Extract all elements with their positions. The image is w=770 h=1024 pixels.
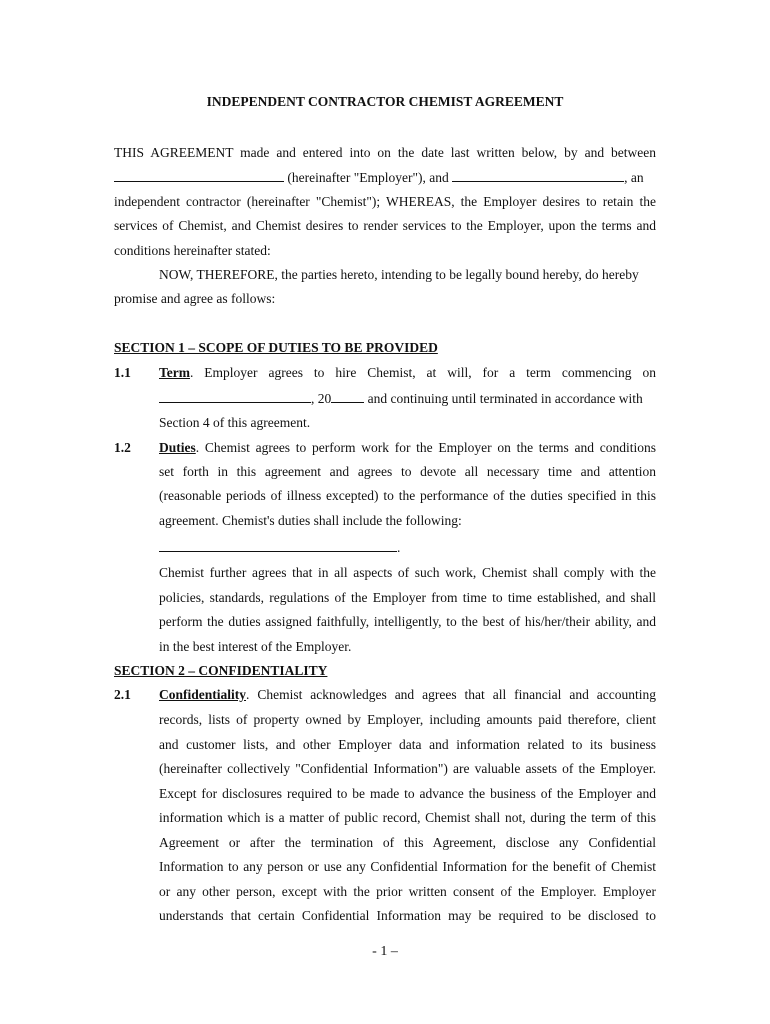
section-1-2-para-line-1: Chemist further agrees that in all aspects of such work, Chemist shall comply with the: [159, 565, 656, 580]
intro-line-4: services of Chemist, and Chemist desires to render services to the Employer, upon the terms and: [114, 218, 656, 233]
commencement-year-blank[interactable]: [331, 390, 364, 403]
intro-line-1: THIS AGREEMENT made and entered into on the date last written below, by and between: [114, 145, 656, 160]
section-2-1-line-6: information which is a matter of public record, Chemist shall not, during the term of this: [159, 810, 656, 825]
intro-line-7: promise and agree as follows:: [114, 291, 276, 306]
confidentiality-label: Confidentiality: [159, 687, 247, 702]
section-2-1-line-3: and customer lists, and other Employer data and information related to its business: [159, 737, 656, 752]
section-2-1-line-10: understands that certain Confidential Information may be required to be disclosed to: [159, 908, 656, 923]
section-2-1-line-5: Except for disclosures required to be made to advance the business of the Employer and: [159, 786, 656, 801]
section-1-2-number: 1.2: [114, 440, 131, 455]
section-2-heading: SECTION 2 – CONFIDENTIALITY: [114, 663, 328, 678]
employer-name-blank[interactable]: [114, 169, 284, 182]
section-2-1-line-8: Information to any person or use any Confidential Information for the benefit of Chemist: [159, 859, 656, 874]
section-1-2-line-4: agreement. Chemist's duties shall include the following:: [159, 513, 462, 528]
section-2-1-line-9: or any other person, except with the prior written consent of the Employer. Employer: [159, 884, 656, 899]
section-2-1-line-7: Agreement or after the termination of this Agreement, disclose any Confidential: [159, 835, 656, 850]
section-2-1-number: 2.1: [114, 687, 131, 702]
duties-label: Duties: [159, 440, 196, 455]
section-1-1-line-2: , 20 and continuing until terminated in accordance with: [159, 390, 656, 407]
section-1-1-line-1: Term . Employer agrees to hire Chemist, at will, for a term commencing on: [159, 365, 656, 380]
section-1-2-line-5: .: [159, 539, 400, 556]
intro-line-6: NOW, THEREFORE, the parties hereto, intending to be legally bound hereby, do hereby: [159, 267, 639, 282]
section-1-2-para-line-3: perform the duties assigned faithfully, intelligently, to the best of his/her/their ability, and: [159, 614, 656, 629]
commencement-date-blank[interactable]: [159, 390, 311, 403]
section-1-2-line-1: Duties . Chemist agrees to perform work for the Employer on the terms and conditions: [159, 440, 656, 455]
section-1-1-line-3: Section 4 of this agreement.: [159, 415, 311, 430]
section-1-2-para-line-2: policies, standards, regulations of the Employer from time to time established, and shall: [159, 590, 656, 605]
intro-line-2: (hereinafter "Employer"), and , an: [114, 169, 656, 186]
section-2-1-line-4: (hereinafter collectively "Confidential Information") are valuable assets of the Employer.: [159, 761, 656, 776]
chemist-name-blank[interactable]: [452, 169, 624, 182]
duties-description-blank[interactable]: [159, 539, 397, 552]
section-1-2-line-2: set forth in this agreement and agrees to devote all necessary time and attention: [159, 464, 656, 479]
document-title: INDEPENDENT CONTRACTOR CHEMIST AGREEMENT: [206, 94, 564, 109]
section-1-heading: SECTION 1 – SCOPE OF DUTIES TO BE PROVIDED: [114, 340, 438, 355]
page-number: - 1 –: [372, 944, 398, 959]
section-1-2-line-3: (reasonable periods of illness excepted) to the performance of the duties specified in this: [159, 488, 656, 503]
term-label: Term: [159, 365, 190, 380]
intro-line-5: conditions hereinafter stated:: [114, 243, 271, 258]
section-2-1-line-2: records, lists of property owned by Employer, including amounts paid therefore, client: [159, 712, 656, 727]
section-1-1-number: 1.1: [114, 365, 131, 380]
intro-line-3: independent contractor (hereinafter "Chemist"); WHEREAS, the Employer desires to retain the: [114, 194, 656, 209]
section-2-1-line-1: Confidentiality . Chemist acknowledges and agrees that all financial and accounting: [159, 687, 656, 702]
section-1-2-para-line-4: in the best interest of the Employer.: [159, 639, 352, 654]
